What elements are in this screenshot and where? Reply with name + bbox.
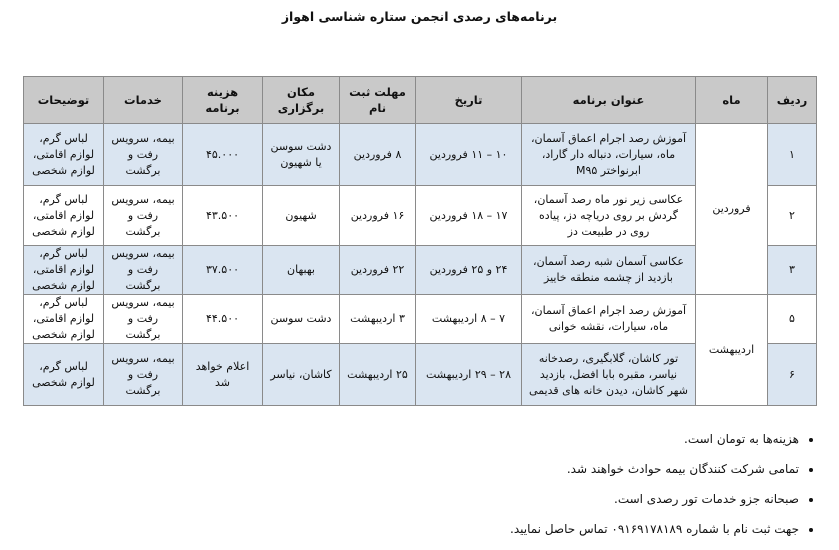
cell-row-number: ۱ bbox=[768, 124, 817, 186]
note-item: • تمامی شرکت کنندگان بیمه حوادث خواهند شد. bbox=[239, 460, 799, 490]
cell-deadline: ۳ اردیبهشت bbox=[340, 295, 416, 344]
cell-program: آموزش رصد اجرام اعماق آسمان، ماه، سیارات، دنباله دار گاراد، ابرنواختر M۹۵ bbox=[522, 124, 696, 186]
notes-list bbox=[239, 430, 817, 550]
cell-notes: لباس گرم، لوازم اقامتی، لوازم شخصی bbox=[24, 295, 104, 344]
cell-deadline: ۲۲ فروردین bbox=[340, 246, 416, 295]
cell-notes: لباس گرم، لوازم اقامتی، لوازم شخصی bbox=[24, 246, 104, 295]
cell-date: ۲۸ – ۲۹ اردیبهشت bbox=[416, 344, 522, 406]
cell-row-number: ۶ bbox=[768, 344, 817, 406]
table-header-row bbox=[24, 77, 817, 124]
cell-program: تور کاشان، گلابگیری، رصدخانه نیاسر، مقبره بابا افضل، بازدید شهر کاشان، دیدن خانه های قدیمی bbox=[522, 344, 696, 406]
cell-venue: شهیون bbox=[263, 186, 340, 246]
document-title: برنامه‌های رصدی انجمن ستاره شناسی اهواز bbox=[281, 9, 558, 24]
cell-notes: لباس گرم، لوازم اقامتی، لوازم شخصی bbox=[24, 124, 104, 186]
cell-venue: بهبهان bbox=[263, 246, 340, 295]
cell-month: فروردین bbox=[696, 124, 768, 295]
cell-cost: ۴۵.۰۰۰ bbox=[183, 124, 263, 186]
cell-deadline: ۸ فروردین bbox=[340, 124, 416, 186]
cell-services: بیمه، سرویس رفت و برگشت bbox=[104, 246, 183, 295]
cell-venue: کاشان، نیاسر bbox=[263, 344, 340, 406]
cell-venue: دشت سوسن bbox=[263, 295, 340, 344]
cell-row-number: ۲ bbox=[768, 186, 817, 246]
table-row bbox=[24, 295, 817, 344]
cell-program: عکاسی زیر نور ماه رصد آسمان، گردش بر روی دریاچه دز، پیاده روی در طبیعت دز bbox=[522, 186, 696, 246]
header-cost: هزینه برنامه bbox=[183, 77, 263, 124]
cell-services: بیمه، سرویس رفت و برگشت bbox=[104, 124, 183, 186]
cell-program: عکاسی آسمان شبه رصد آسمان، بازدید از چشمه منطقه خاییز bbox=[522, 246, 696, 295]
cell-services: بیمه، سرویس رفت و برگشت bbox=[104, 295, 183, 344]
cell-services: بیمه، سرویس رفت و برگشت bbox=[104, 344, 183, 406]
cell-notes: لباس گرم، لوازم شخصی bbox=[24, 344, 104, 406]
cell-venue: دشت سوسن یا شهیون bbox=[263, 124, 340, 186]
header-month: ماه bbox=[696, 77, 768, 124]
cell-cost: ۴۳.۵۰۰ bbox=[183, 186, 263, 246]
cell-cost: اعلام خواهد شد bbox=[183, 344, 263, 406]
cell-row-number: ۵ bbox=[768, 295, 817, 344]
header-venue: مکان برگزاری bbox=[263, 77, 340, 124]
cell-deadline: ۱۶ فروردین bbox=[340, 186, 416, 246]
header-date: تاریخ bbox=[416, 77, 522, 124]
header-program: عنوان برنامه bbox=[522, 77, 696, 124]
cell-date: ۲۴ و ۲۵ فروردین bbox=[416, 246, 522, 295]
note-item: • صبحانه جزو خدمات تور رصدی است. bbox=[239, 490, 799, 520]
cell-month: اردیبهشت bbox=[696, 295, 768, 406]
cell-deadline: ۲۵ اردیبهشت bbox=[340, 344, 416, 406]
cell-services: بیمه، سرویس رفت و برگشت bbox=[104, 186, 183, 246]
header-row-number: ردیف bbox=[768, 77, 817, 124]
schedule-table bbox=[23, 76, 817, 406]
header-services: خدمات bbox=[104, 77, 183, 124]
note-item: • هزینه‌ها به تومان است. bbox=[239, 430, 799, 460]
table-row bbox=[24, 124, 817, 186]
header-notes: توضیحات bbox=[24, 77, 104, 124]
cell-date: ۷ – ۸ اردیبهشت bbox=[416, 295, 522, 344]
cell-row-number: ۳ bbox=[768, 246, 817, 295]
cell-program: آموزش رصد اجرام اعماق آسمان، ماه، سیارات، نقشه خوانی bbox=[522, 295, 696, 344]
cell-date: ۱۰ – ۱۱ فروردین bbox=[416, 124, 522, 186]
header-deadline: مهلت ثبت نام bbox=[340, 77, 416, 124]
cell-cost: ۴۴.۵۰۰ bbox=[183, 295, 263, 344]
cell-cost: ۳۷.۵۰۰ bbox=[183, 246, 263, 295]
note-item: • جهت ثبت نام با شماره ۰۹۱۶۹۱۷۸۱۸۹ تماس حاصل نمایید. bbox=[239, 520, 799, 550]
cell-date: ۱۷ – ۱۸ فروردین bbox=[416, 186, 522, 246]
cell-notes: لباس گرم، لوازم اقامتی، لوازم شخصی bbox=[24, 186, 104, 246]
